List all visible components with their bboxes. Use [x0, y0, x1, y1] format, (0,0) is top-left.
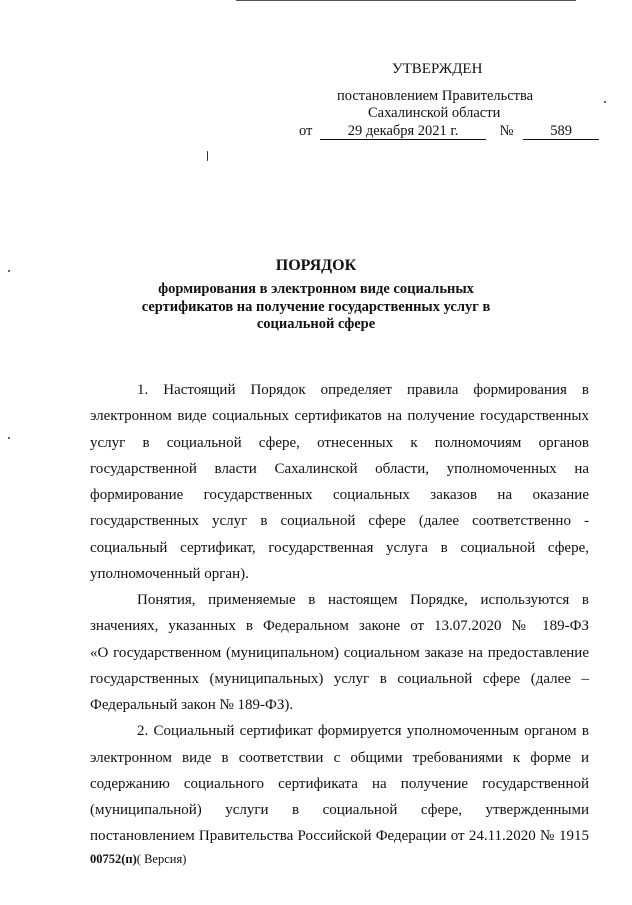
document-subtitle-line: сертификатов на получение государственных услуг в [141, 299, 491, 315]
scan-speck [207, 151, 208, 161]
body-line: (муниципальной) услуги в социальной сфере, утвержденными [90, 802, 589, 818]
decree-date-line [299, 123, 599, 140]
body-line: уполномоченный орган). [90, 566, 249, 582]
body-line: государственных услуг в социальной сфере (далее соответственно - [90, 513, 589, 529]
body-line: электронном виде социальных сертификатов на получение государственных [90, 408, 589, 424]
body-line: Понятия, применяемые в настоящем Порядке, используются в [137, 592, 589, 608]
body-line: государственных (муниципальных) услуг в социальной сфере (далее – [90, 671, 589, 687]
body-line: 1. Настоящий Порядок определяет правила формирования в [137, 382, 589, 398]
from-label: от [299, 123, 313, 139]
decree-line-1: постановлением Правительства [337, 88, 534, 104]
body-line: электронном виде в соответствии с общими требованиями к форме и [90, 750, 589, 766]
body-line: формирование государственных социальных заказов на оказание [90, 487, 589, 503]
body-line: «О государственном (муниципальном) социальном заказе на предоставление [90, 645, 589, 661]
scan-speck [8, 437, 10, 439]
body-line: постановлением Правительства Российской Федерации от 24.11.2020 № 1915 [90, 828, 589, 844]
body-line: содержанию социального сертификата на получение государственной [90, 776, 589, 792]
decree-line-2: Сахалинской области [368, 105, 501, 121]
document-title: ПОРЯДОК [275, 257, 357, 274]
body-line: значениях, указанных в Федеральном законе от 13.07.2020 № 189-ФЗ [90, 618, 589, 634]
decree-number: 589 [523, 124, 599, 140]
scan-speck [604, 101, 606, 103]
body-line: услуг в социальной сфере, отнесенных к полномочиям органов [90, 435, 589, 451]
body-line: социальный сертификат, государственная услуга в социальной сфере, [90, 540, 589, 556]
body-line: государственной власти Сахалинской области, уполномоченных на [90, 461, 589, 477]
document-subtitle-line: формирования в электронном виде социальных [158, 281, 474, 297]
document-version: ( Версия) [136, 852, 187, 866]
document-subtitle-line: социальной сфере [256, 316, 376, 332]
number-label: № [499, 123, 514, 139]
body-line: 2. Социальный сертификат формируется уполномоченным органом в [137, 723, 589, 739]
body-line: Федеральный закон № 189-ФЗ). [90, 697, 294, 713]
document-code: 00752(п) [90, 852, 137, 866]
scan-edge-line [236, 0, 576, 1]
approved-label: УТВЕРЖДЕН [392, 61, 483, 77]
document-footer [90, 852, 186, 867]
decree-date: 29 декабря 2021 г. [320, 124, 486, 140]
